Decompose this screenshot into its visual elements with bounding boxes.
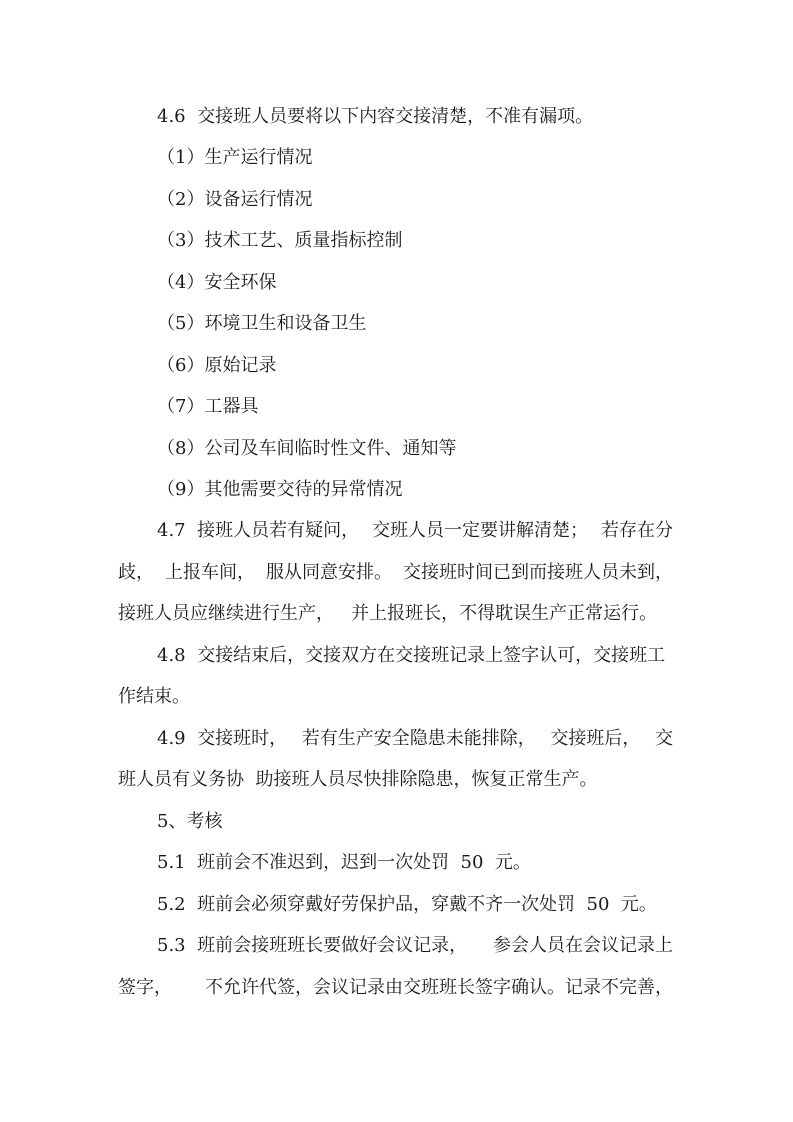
text-segment: 签字，	[118, 977, 172, 998]
list-item: （6）原始记录	[157, 355, 277, 376]
text-segment: 4.9 交接班时，	[157, 728, 288, 749]
list-item: （7）工器具	[157, 396, 259, 417]
text-segment: 交班人员一定要讲解清楚；	[372, 520, 589, 541]
list-item: （4）安全环保	[157, 272, 277, 293]
clause-5-1: 5.1 班前会不准迟到，迟到一次处罚 50 元。	[157, 852, 531, 873]
text-segment: 歧，	[118, 562, 154, 583]
text-segment: 不允许代签，会议记录由交班班长签字确认。记录不完善，	[205, 977, 673, 998]
text-segment: 4.7 接班人员若有疑问，	[157, 520, 360, 541]
clause-4-9-line-1	[157, 728, 673, 750]
list-item: （2）设备运行情况	[157, 189, 313, 210]
list-item: （5）环境卫生和设备卫生	[157, 313, 367, 334]
clause-4-6: 4.6 交接班人员要将以下内容交接清楚，不准有漏项。	[157, 106, 594, 127]
clause-4-8-line-2: 作结束。	[118, 686, 190, 707]
clause-4-7-line-2	[118, 562, 673, 584]
text-segment: 交接班时间已到而接班人员未到，	[403, 562, 673, 583]
text-segment: 参会人员在会议记录上	[493, 935, 673, 956]
clause-4-7-line-3: 接班人员应继续进行生产， 并上报班长，不得耽误生产正常运行。	[118, 603, 658, 624]
list-item: （1）生产运行情况	[157, 147, 313, 168]
text-segment: 上报车间，	[165, 562, 255, 583]
list-item: （9）其他需要交待的异常情况	[157, 479, 403, 500]
list-item: （8）公司及车间临时性文件、通知等	[157, 438, 457, 459]
section-5-heading: 5、考核	[157, 811, 223, 832]
text-segment: 若存在分	[600, 520, 673, 541]
clause-5-2: 5.2 班前会必须穿戴好劳保护品，穿戴不齐一次处罚 50 元。	[157, 894, 657, 915]
clause-4-7-line-1	[157, 520, 673, 542]
text-segment: 5.3 班前会接班班长要做好会议记录，	[157, 935, 468, 956]
list-item: （3）技术工艺、质量指标控制	[157, 230, 403, 251]
text-segment: 服从同意安排。	[266, 562, 392, 583]
clause-4-8-line-1: 4.8 交接结束后，交接双方在交接班记录上签字认可，交接班工	[157, 645, 666, 666]
text-segment: 交	[655, 728, 673, 749]
text-segment: 若有生产安全隐患未能排除，	[301, 728, 536, 749]
text-segment: 交接班后，	[550, 728, 641, 749]
clause-4-9-line-2: 班人员有义务协 助接班人员尽快排除隐患，恢复正常生产。	[118, 769, 598, 790]
clause-5-3-line-1	[157, 935, 673, 957]
clause-5-3-line-2	[118, 977, 673, 999]
